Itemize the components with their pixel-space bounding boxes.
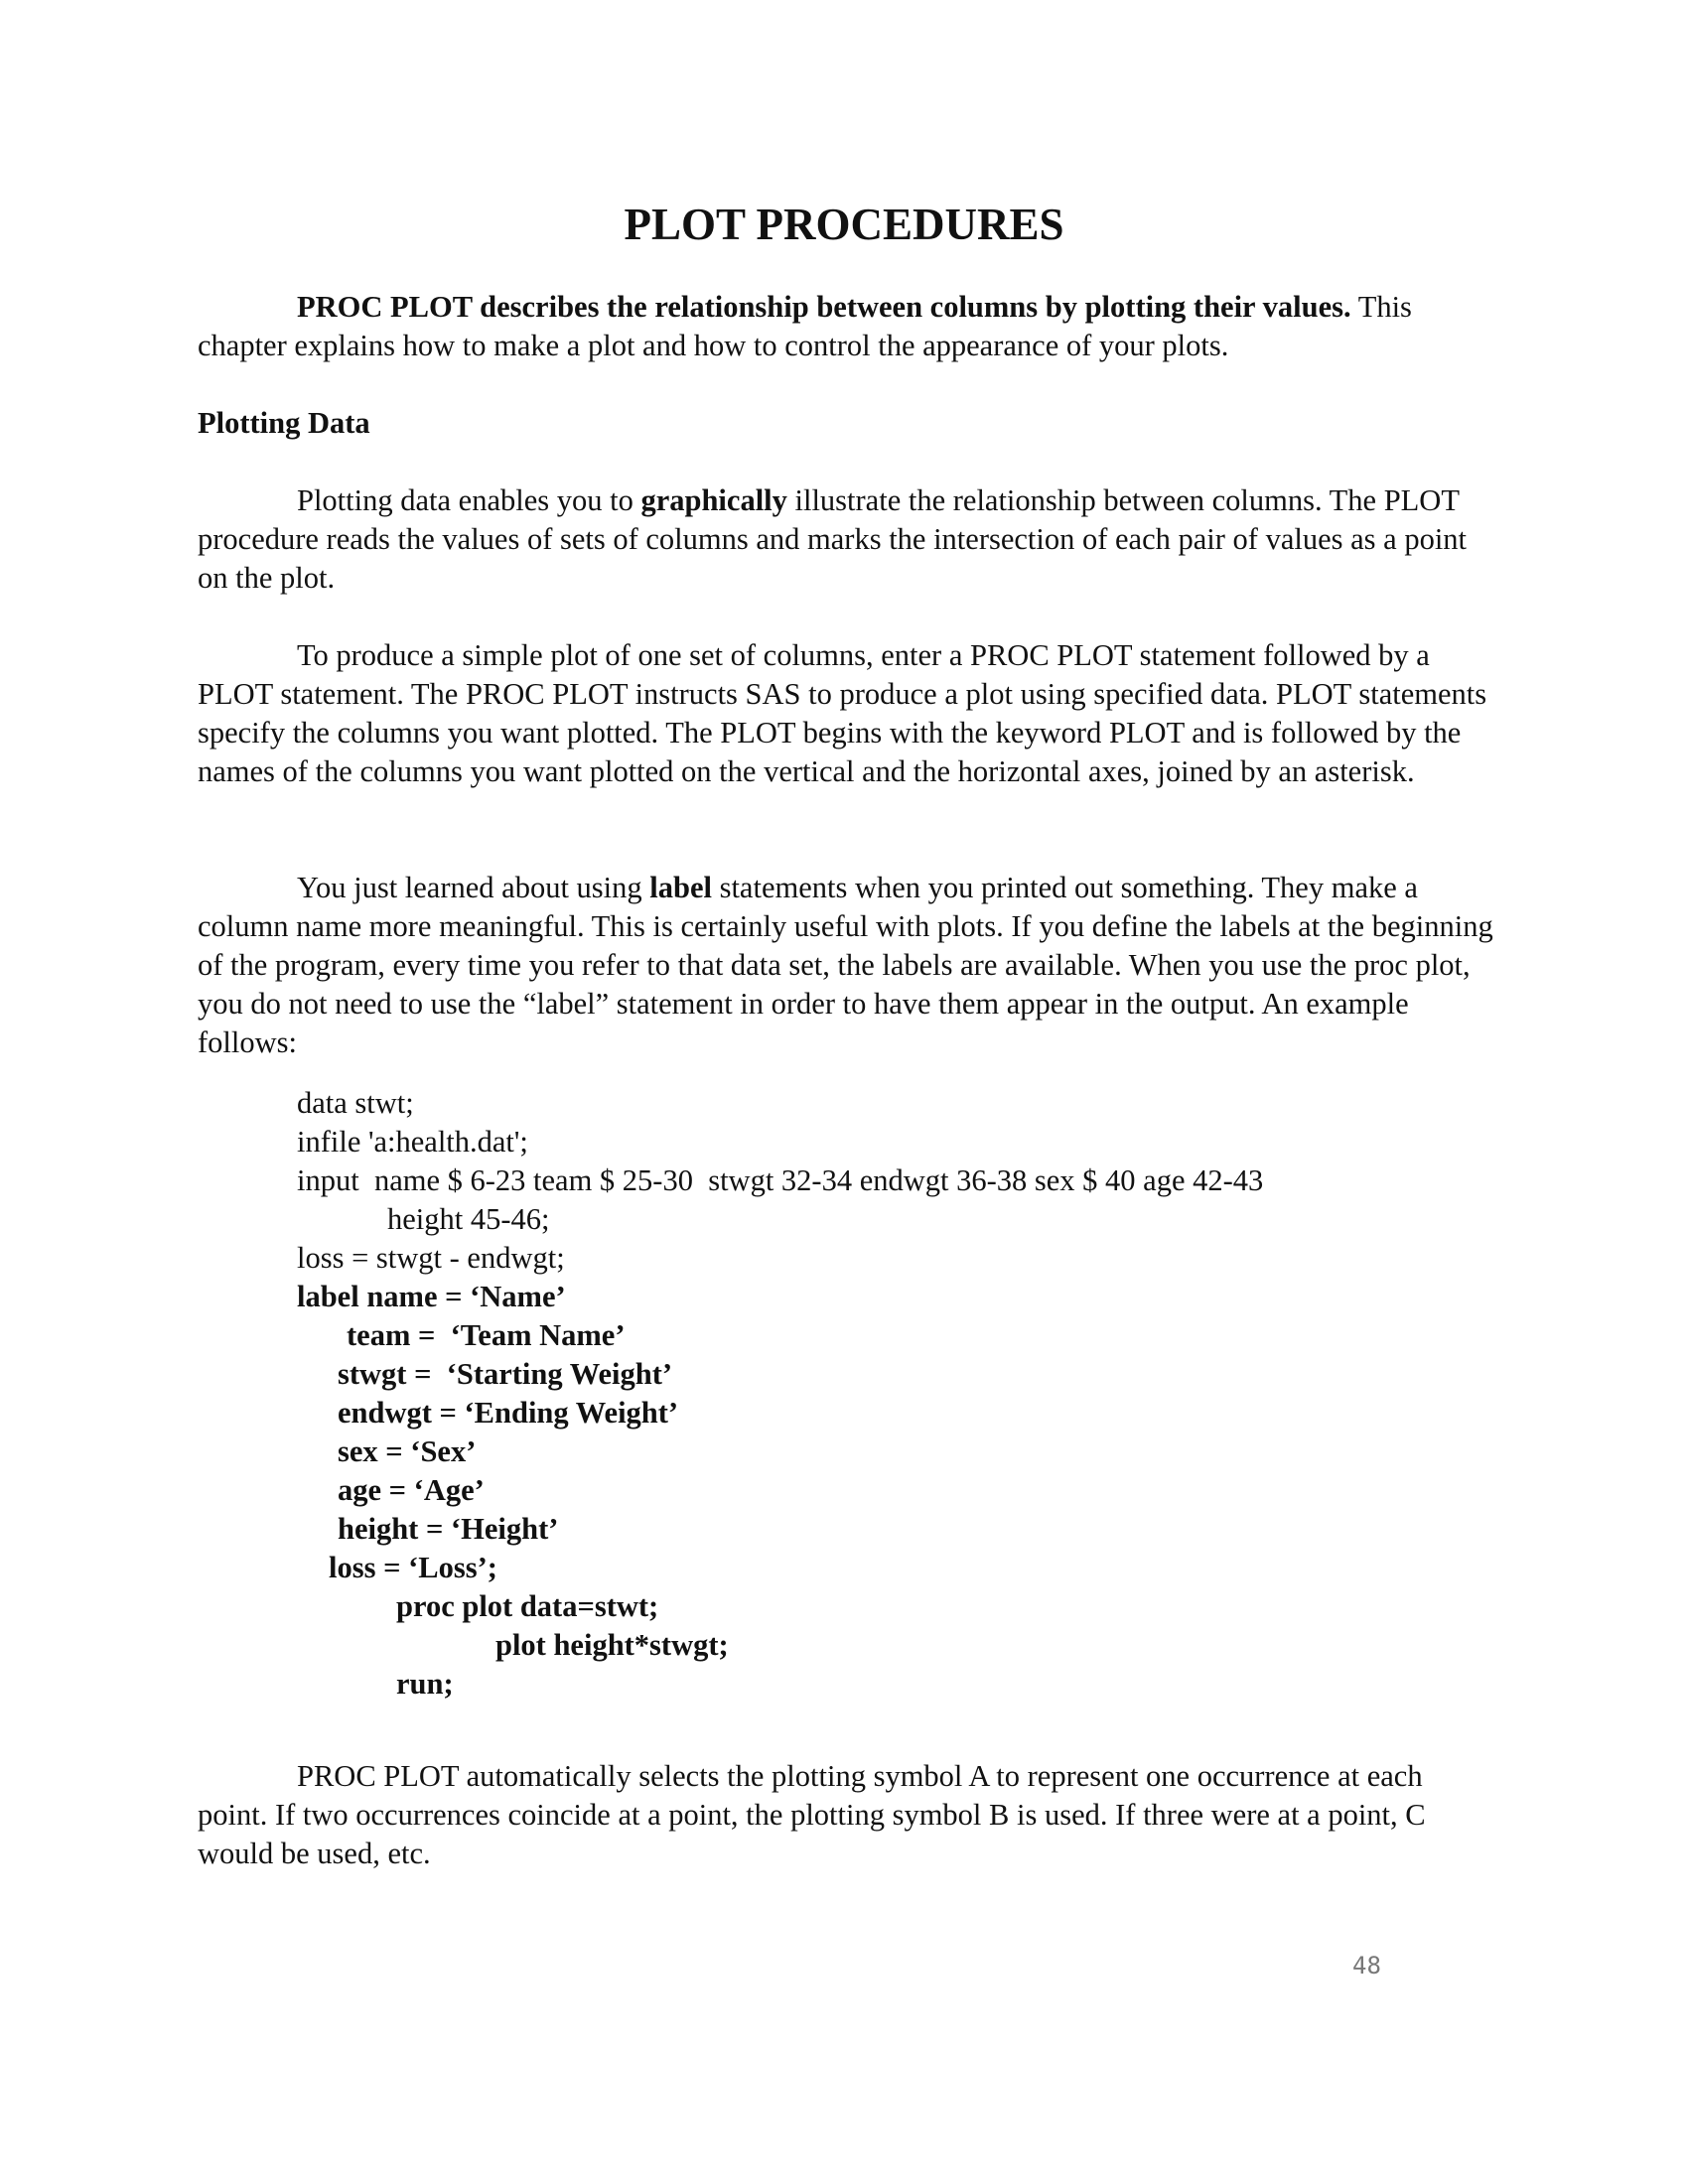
para3-before: You just learned about using: [297, 871, 650, 904]
code-line: infile 'a:health.dat';: [297, 1125, 528, 1159]
para4-text: PROC PLOT automatically selects the plotting symbol A to represent one occurrence at each point. If two occurrences coincide at a point, the plotting symbol B is used. If three were at a point, C would be used, etc.: [198, 1759, 1426, 1870]
intro-rest-text: This chapter explains how to make a plot and how to control the appearance of your plots.: [198, 290, 1412, 362]
para3-after: statements when you printed out something. They make a column name more meaningful. This is certainly useful with plots. If you define the labels at the beginning of the program, every time you refer to that data set, the labels are available. When you use the proc plot, you do not need to use the “label” statement in order to have them appear in the output. An example follows:: [198, 871, 1493, 1059]
code-line: label name = ‘Name’: [297, 1280, 566, 1313]
paragraph-simple-plot: [198, 636, 1498, 791]
paragraph-labels: [198, 869, 1498, 1062]
para1-bold: graphically: [640, 483, 787, 517]
page-number: 48: [1352, 1952, 1381, 1979]
para2-text: To produce a simple plot of one set of columns, enter a PROC PLOT statement followed by a PLOT statement. The PROC PLOT instructs SAS to produce a plot using specified data. PLOT statements specify the columns you want plotted. The PLOT begins with the keyword PLOT and is followed by the names of the columns you want plotted on the vertical and the horizontal axes, joined by an asterisk.: [198, 638, 1487, 788]
paragraph-plot-symbols: [198, 1757, 1498, 1873]
code-line: input name $ 6-23 team $ 25-30 stwgt 32-34 endwgt 36-38 sex $ 40 age 42-43: [297, 1163, 1264, 1197]
para3-bold: label: [649, 871, 712, 904]
intro-bold-text: PROC PLOT describes the relationship between columns by plotting their values.: [297, 290, 1351, 324]
code-line: stwgt = ‘Starting Weight’: [338, 1357, 673, 1391]
code-line: height = ‘Height’: [338, 1512, 559, 1546]
code-line: age = ‘Age’: [338, 1473, 485, 1507]
page-title: PLOT PROCEDURES: [624, 200, 1064, 249]
code-line: plot height*stwgt;: [495, 1628, 729, 1662]
code-line: proc plot data=stwt;: [396, 1589, 659, 1623]
intro-paragraph: [198, 288, 1498, 365]
code-line: height 45-46;: [387, 1202, 550, 1236]
para1-after: illustrate the relationship between columns. The PLOT procedure reads the values of sets of columns and marks the intersection of each pair of values as a point on the plot.: [198, 483, 1468, 595]
code-line: run;: [396, 1667, 454, 1701]
code-line: loss = stwgt - endwgt;: [297, 1241, 565, 1275]
code-line: loss = ‘Loss’;: [329, 1551, 497, 1584]
code-line: endwgt = ‘Ending Weight’: [338, 1396, 679, 1430]
section-heading: Plotting Data: [198, 406, 370, 440]
paragraph-plotting-data: [198, 481, 1498, 598]
code-line: sex = ‘Sex’: [338, 1434, 477, 1468]
para1-before: Plotting data enables you to: [297, 483, 641, 517]
code-line: team = ‘Team Name’: [347, 1318, 626, 1352]
code-line: data stwt;: [297, 1086, 414, 1120]
